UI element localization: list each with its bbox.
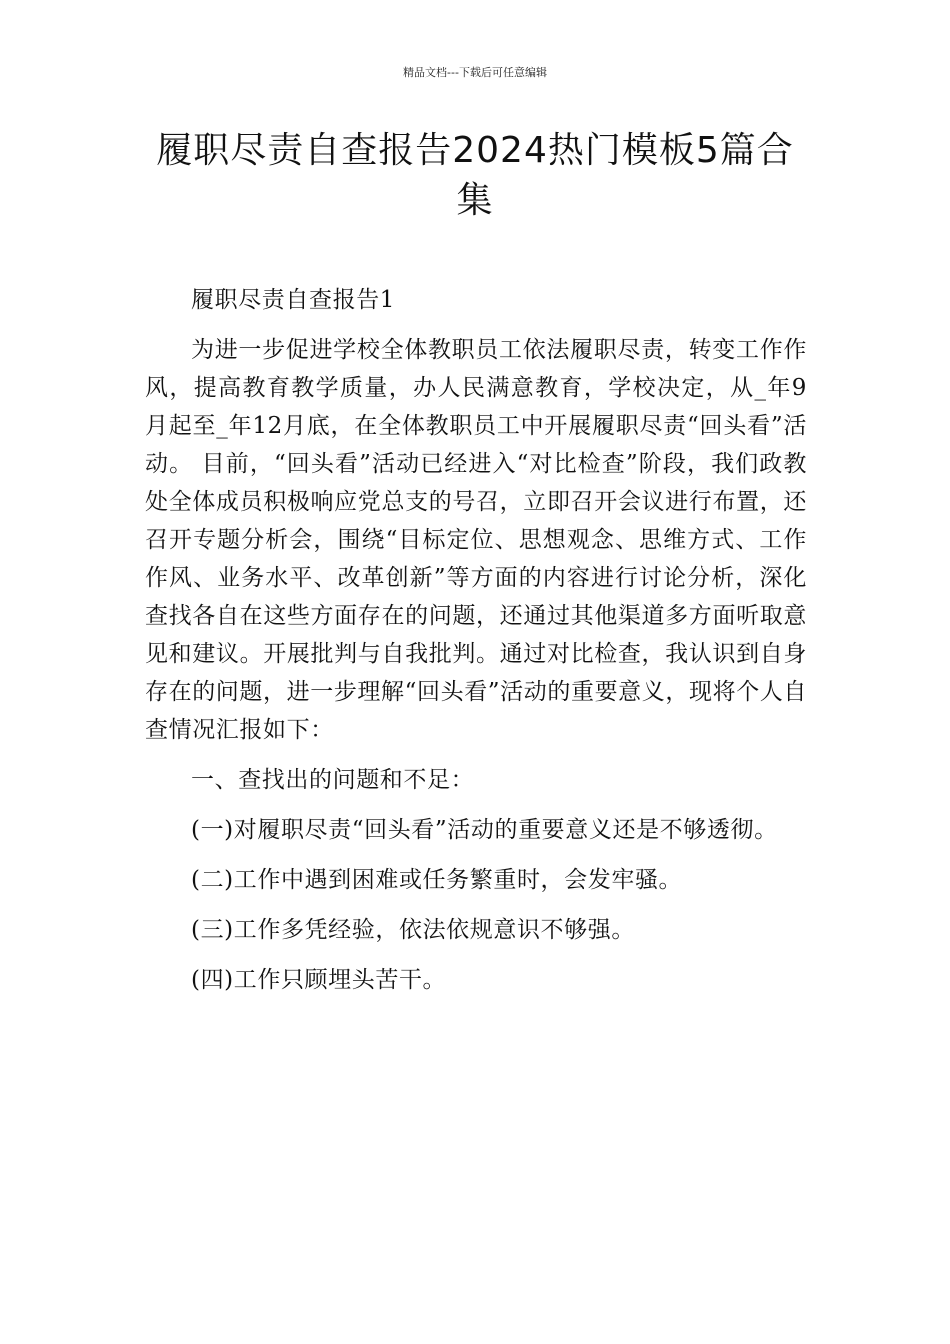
report-subtitle: 履职尽责自查报告1 [191,287,396,313]
problem-item-2: (二)工作中遇到困难或任务繁重时，会发牢骚。 [191,867,683,893]
document-title: 履职尽责自查报告2024热门模板5篇合集 [156,130,794,221]
problem-item-4: (四)工作只顾埋头苦干。 [191,967,447,993]
intro-paragraph: 为进一步促进学校全体教职员工依法履职尽责，转变工作作风，提高教育教学质量，办人民满意教育，学校决定，从_年9月起至_年12月底，在全体教职员工中开展履职尽责“回头看”活动。 目前，“回头看”活动已经进入“对比检查”阶段，我们政教处全体成员积极响应党总支的号召，立即召开会议进行布置，还召开专题分析会，围绕“目标定位、思想观念、思维方式、工作作风、业务水平、改革创新”等方面的内容进行讨论分析，深化查找各自在这些方面存在的问题，还通过其他渠道多方面听取意见和建议。开展批判与自我批判。通过对比检查，我认识到自身存在的问题，进一步理解“回头看”活动的重要意义，现将个人自查情况汇报如下： [145,337,807,743]
problem-item-1: (一)对履职尽责“回头看”活动的重要意义还是不够透彻。 [191,817,778,843]
problem-item-3: (三)工作多凭经验，依法依规意识不够强。 [191,917,635,943]
page-header: 精品文档---下载后可任意编辑 [403,66,547,79]
section-heading: 一、查找出的问题和不足： [191,767,475,793]
document-body [145,281,807,999]
